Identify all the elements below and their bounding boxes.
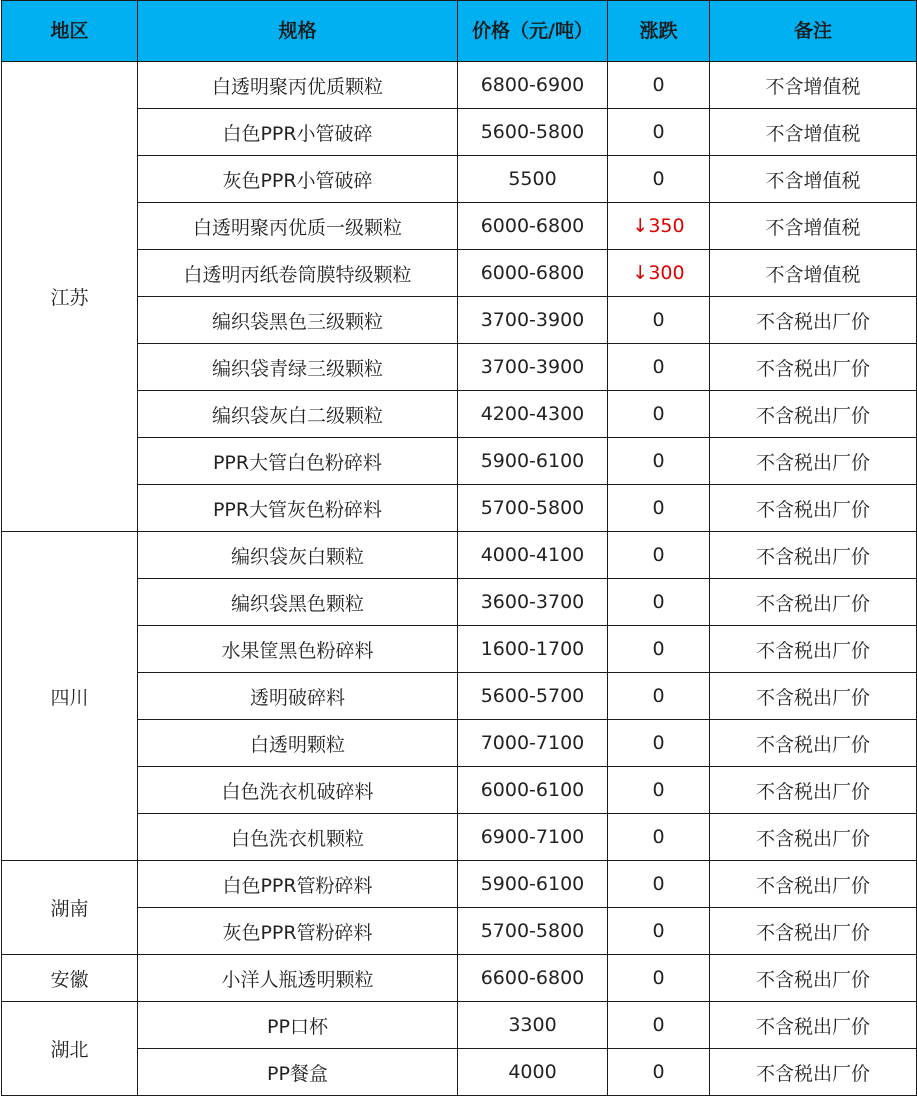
- note-cell: 不含增值税: [710, 203, 917, 250]
- note-cell: 不含税出厂价: [710, 438, 917, 485]
- spec-cell: PP餐盒: [138, 1049, 458, 1096]
- table-row: [2, 344, 917, 391]
- price-cell: 6800-6900: [458, 62, 608, 109]
- note-cell: 不含税出厂价: [710, 861, 917, 908]
- spec-cell: 透明破碎料: [138, 673, 458, 720]
- change-cell: 0: [608, 62, 710, 109]
- note-cell: 不含税出厂价: [710, 344, 917, 391]
- note-cell: 不含税出厂价: [710, 626, 917, 673]
- price-cell: 7000-7100: [458, 720, 608, 767]
- spec-cell: 编织袋黑色颗粒: [138, 579, 458, 626]
- price-cell: 6900-7100: [458, 814, 608, 861]
- header-spec: 规格: [138, 1, 458, 62]
- change-cell: 0: [608, 579, 710, 626]
- table-body: [2, 62, 917, 1096]
- table-row: [2, 532, 917, 579]
- table-row: [2, 62, 917, 109]
- change-cell: 0: [608, 673, 710, 720]
- change-cell: 0: [608, 626, 710, 673]
- price-cell: 5900-6100: [458, 861, 608, 908]
- spec-cell: 白色PPR小管破碎: [138, 109, 458, 156]
- table-row: [2, 908, 917, 955]
- table-row: [2, 1002, 917, 1049]
- spec-cell: 水果筐黑色粉碎料: [138, 626, 458, 673]
- change-cell: 0: [608, 955, 710, 1002]
- note-cell: 不含税出厂价: [710, 532, 917, 579]
- price-cell: 6000-6800: [458, 203, 608, 250]
- note-cell: 不含税出厂价: [710, 908, 917, 955]
- note-cell: 不含税出厂价: [710, 814, 917, 861]
- spec-cell: 编织袋黑色三级颗粒: [138, 297, 458, 344]
- spec-cell: 灰色PPR管粉碎料: [138, 908, 458, 955]
- table-row: [2, 626, 917, 673]
- price-cell: 3700-3900: [458, 297, 608, 344]
- header-region: 地区: [2, 1, 138, 62]
- region-cell: 四川: [2, 532, 138, 861]
- region-cell: 湖南: [2, 861, 138, 955]
- header-change: 涨跌: [608, 1, 710, 62]
- spec-cell: 白色洗衣机颗粒: [138, 814, 458, 861]
- note-cell: 不含增值税: [710, 250, 917, 297]
- price-cell: 5600-5700: [458, 673, 608, 720]
- change-cell: 0: [608, 438, 710, 485]
- price-cell: 3300: [458, 1002, 608, 1049]
- change-cell: 0: [608, 908, 710, 955]
- change-cell: 0: [608, 814, 710, 861]
- price-cell: 5600-5800: [458, 109, 608, 156]
- table-header: [2, 1, 917, 62]
- change-cell: 0: [608, 861, 710, 908]
- spec-cell: 白透明聚丙优质一级颗粒: [138, 203, 458, 250]
- change-cell: 0: [608, 391, 710, 438]
- change-cell: 0: [608, 344, 710, 391]
- price-cell: 3700-3900: [458, 344, 608, 391]
- price-cell: 5500: [458, 156, 608, 203]
- price-table: [1, 0, 917, 1096]
- change-cell: 0: [608, 297, 710, 344]
- change-cell: 0: [608, 767, 710, 814]
- spec-cell: 编织袋青绿三级颗粒: [138, 344, 458, 391]
- table-row: [2, 391, 917, 438]
- spec-cell: 白透明颗粒: [138, 720, 458, 767]
- note-cell: 不含税出厂价: [710, 955, 917, 1002]
- region-cell: 湖北: [2, 1002, 138, 1096]
- price-cell: 1600-1700: [458, 626, 608, 673]
- table-row: [2, 485, 917, 532]
- change-cell: 0: [608, 720, 710, 767]
- table-row: [2, 861, 917, 908]
- note-cell: 不含税出厂价: [710, 1049, 917, 1096]
- table-row: [2, 673, 917, 720]
- spec-cell: PPR大管灰色粉碎料: [138, 485, 458, 532]
- header-note: 备注: [710, 1, 917, 62]
- price-cell: 5700-5800: [458, 485, 608, 532]
- change-cell: 0: [608, 109, 710, 156]
- change-cell: ↓300: [608, 250, 710, 297]
- price-cell: 4000: [458, 1049, 608, 1096]
- header-row: [2, 1, 917, 62]
- price-cell: 6600-6800: [458, 955, 608, 1002]
- spec-cell: 白色PPR管粉碎料: [138, 861, 458, 908]
- header-price: 价格（元/吨）: [458, 1, 608, 62]
- spec-cell: 编织袋灰白颗粒: [138, 532, 458, 579]
- note-cell: 不含税出厂价: [710, 297, 917, 344]
- note-cell: 不含增值税: [710, 109, 917, 156]
- table-row: [2, 156, 917, 203]
- table-row: [2, 438, 917, 485]
- spec-cell: 白色洗衣机破碎料: [138, 767, 458, 814]
- note-cell: 不含税出厂价: [710, 579, 917, 626]
- change-cell: 0: [608, 532, 710, 579]
- spec-cell: 编织袋灰白二级颗粒: [138, 391, 458, 438]
- spec-cell: 白透明丙纸卷筒膜特级颗粒: [138, 250, 458, 297]
- change-cell: 0: [608, 1049, 710, 1096]
- table-row: [2, 203, 917, 250]
- note-cell: 不含税出厂价: [710, 485, 917, 532]
- price-cell: 6000-6800: [458, 250, 608, 297]
- spec-cell: 小洋人瓶透明颗粒: [138, 955, 458, 1002]
- region-cell: 江苏: [2, 62, 138, 532]
- note-cell: 不含税出厂价: [710, 1002, 917, 1049]
- note-cell: 不含税出厂价: [710, 673, 917, 720]
- change-cell: ↓350: [608, 203, 710, 250]
- table-row: [2, 955, 917, 1002]
- table-row: [2, 767, 917, 814]
- spec-cell: PP口杯: [138, 1002, 458, 1049]
- change-cell: 0: [608, 1002, 710, 1049]
- note-cell: 不含增值税: [710, 156, 917, 203]
- price-cell: 6000-6100: [458, 767, 608, 814]
- table-row: [2, 109, 917, 156]
- table-row: [2, 250, 917, 297]
- table-row: [2, 814, 917, 861]
- note-cell: 不含税出厂价: [710, 720, 917, 767]
- price-cell: 5700-5800: [458, 908, 608, 955]
- note-cell: 不含税出厂价: [710, 391, 917, 438]
- price-cell: 4000-4100: [458, 532, 608, 579]
- price-cell: 4200-4300: [458, 391, 608, 438]
- change-cell: 0: [608, 485, 710, 532]
- region-cell: 安徽: [2, 955, 138, 1002]
- change-cell: 0: [608, 156, 710, 203]
- spec-cell: 灰色PPR小管破碎: [138, 156, 458, 203]
- note-cell: 不含增值税: [710, 62, 917, 109]
- table-row: [2, 1049, 917, 1096]
- table-row: [2, 720, 917, 767]
- table-row: [2, 579, 917, 626]
- price-cell: 5900-6100: [458, 438, 608, 485]
- table-row: [2, 297, 917, 344]
- spec-cell: PPR大管白色粉碎料: [138, 438, 458, 485]
- note-cell: 不含税出厂价: [710, 767, 917, 814]
- spec-cell: 白透明聚丙优质颗粒: [138, 62, 458, 109]
- price-cell: 3600-3700: [458, 579, 608, 626]
